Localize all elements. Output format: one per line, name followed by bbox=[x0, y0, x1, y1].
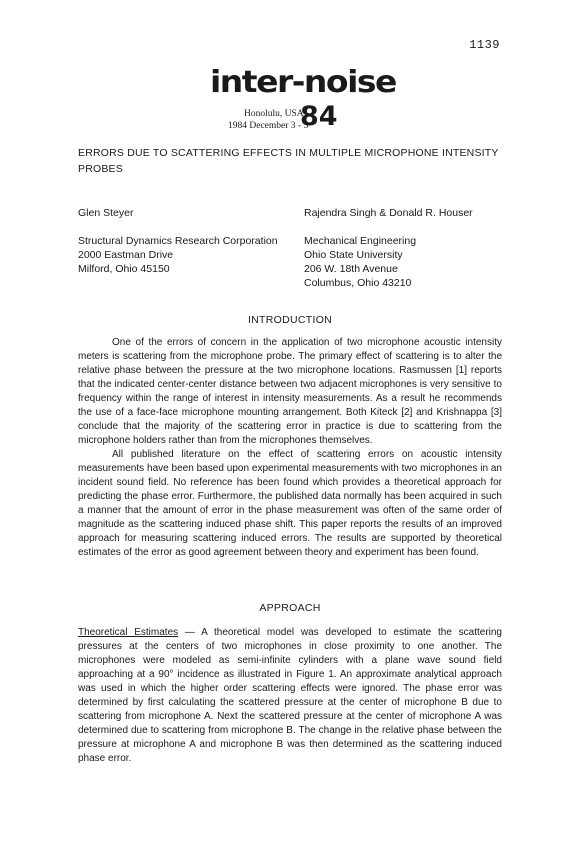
run-in-heading: Theoretical Estimates bbox=[78, 627, 179, 638]
affiliation-line: Milford, Ohio 45150 bbox=[78, 263, 170, 275]
introduction-paragraph-1: One of the errors of concern in the application of two microphone acoustic intensity meters is scattering from the microphone probe. The primary effect of scattering is to alter the relative phase between the pressure at the two microphone locations. Rasmussen [1] reports that the indicated center-center distance between two adjacent microphones is very sensitive to frequency within the range of interest in intensity measurements. As a result he recommends the use of a face-face microphone mounting arrangement. Both Kiteck [2] and Krishnappa [3] conclude that the majority of the scattering error in practice is due to scattering from the microphone holders rather than from the microphones themselves. bbox=[78, 337, 502, 446]
introduction-body bbox=[78, 336, 502, 560]
affiliation-line: Ohio State University bbox=[304, 249, 403, 261]
introduction-heading: INTRODUCTION bbox=[247, 314, 333, 326]
logo-year: 84 bbox=[300, 101, 338, 132]
approach-text: A theoretical model was developed to estimate the scattering pressures at the centers of two microphones in close proximity to one another. The microphones were modeled as semi-infinite cylinders with a plane wave sound field approaching at a 90° incidence as illustrated in Figure 1. An approximate analytical approach was used in which the higher order scattering effects were ignored. The phase error was determined by first calculating the scattered pressure at the center of microphone B due to scattering from microphone A. Next the scattered pressure at the center of microphone A was determined due to scattering from microphone B. The change in the relative phase between the pressure at microphone A and microphone B was then determined as the scattering induced phase error. bbox=[78, 627, 502, 764]
logo-place: Honolulu, USA bbox=[244, 109, 304, 119]
affiliation-line: Mechanical Engineering bbox=[304, 235, 417, 247]
run-in-dash: — bbox=[178, 627, 202, 638]
affiliation-left bbox=[78, 234, 278, 276]
affiliation-line: 206 W. 18th Avenue bbox=[304, 263, 398, 275]
introduction-paragraph-2: All published literature on the effect of scattering errors on acoustic intensity measurements have been based upon experimental measurements with two microphones in an incident sound field. No reference has been found which provides a theoretical approach for predicting the phase error. Furthermore, the published data normally has been acquired in such a manner that the amount of error in the phase measurement was often of the same order of magnitude as the scattering induced phase shift. This paper reports the results of an improved approach for measuring scattering induced errors. The results are supported by theoretical estimates of the error as good agreement between theory and experiment has been found. bbox=[78, 449, 502, 558]
author-right: Rajendra Singh & Donald R. Houser bbox=[304, 207, 473, 219]
affiliation-line: 2000 Eastman Drive bbox=[78, 249, 174, 261]
paper-title: ERRORS DUE TO SCATTERING EFFECTS IN MULTIPLE MICROPHONE INTENSITY PROBES bbox=[78, 147, 499, 175]
affiliation-line: Structural Dynamics Research Corporation bbox=[78, 235, 278, 247]
approach-body bbox=[78, 626, 502, 766]
affiliation-line: Columbus, Ohio 43210 bbox=[304, 277, 412, 289]
approach-heading: APPROACH bbox=[259, 602, 321, 614]
page-number: 1139 bbox=[469, 38, 500, 52]
logo-date: 1984 December 3 - 5 bbox=[228, 121, 309, 131]
author-left: Glen Steyer bbox=[78, 207, 134, 219]
logo-wordmark: inter-noise bbox=[210, 63, 396, 100]
affiliation-right bbox=[304, 234, 416, 290]
approach-paragraph bbox=[78, 626, 502, 766]
